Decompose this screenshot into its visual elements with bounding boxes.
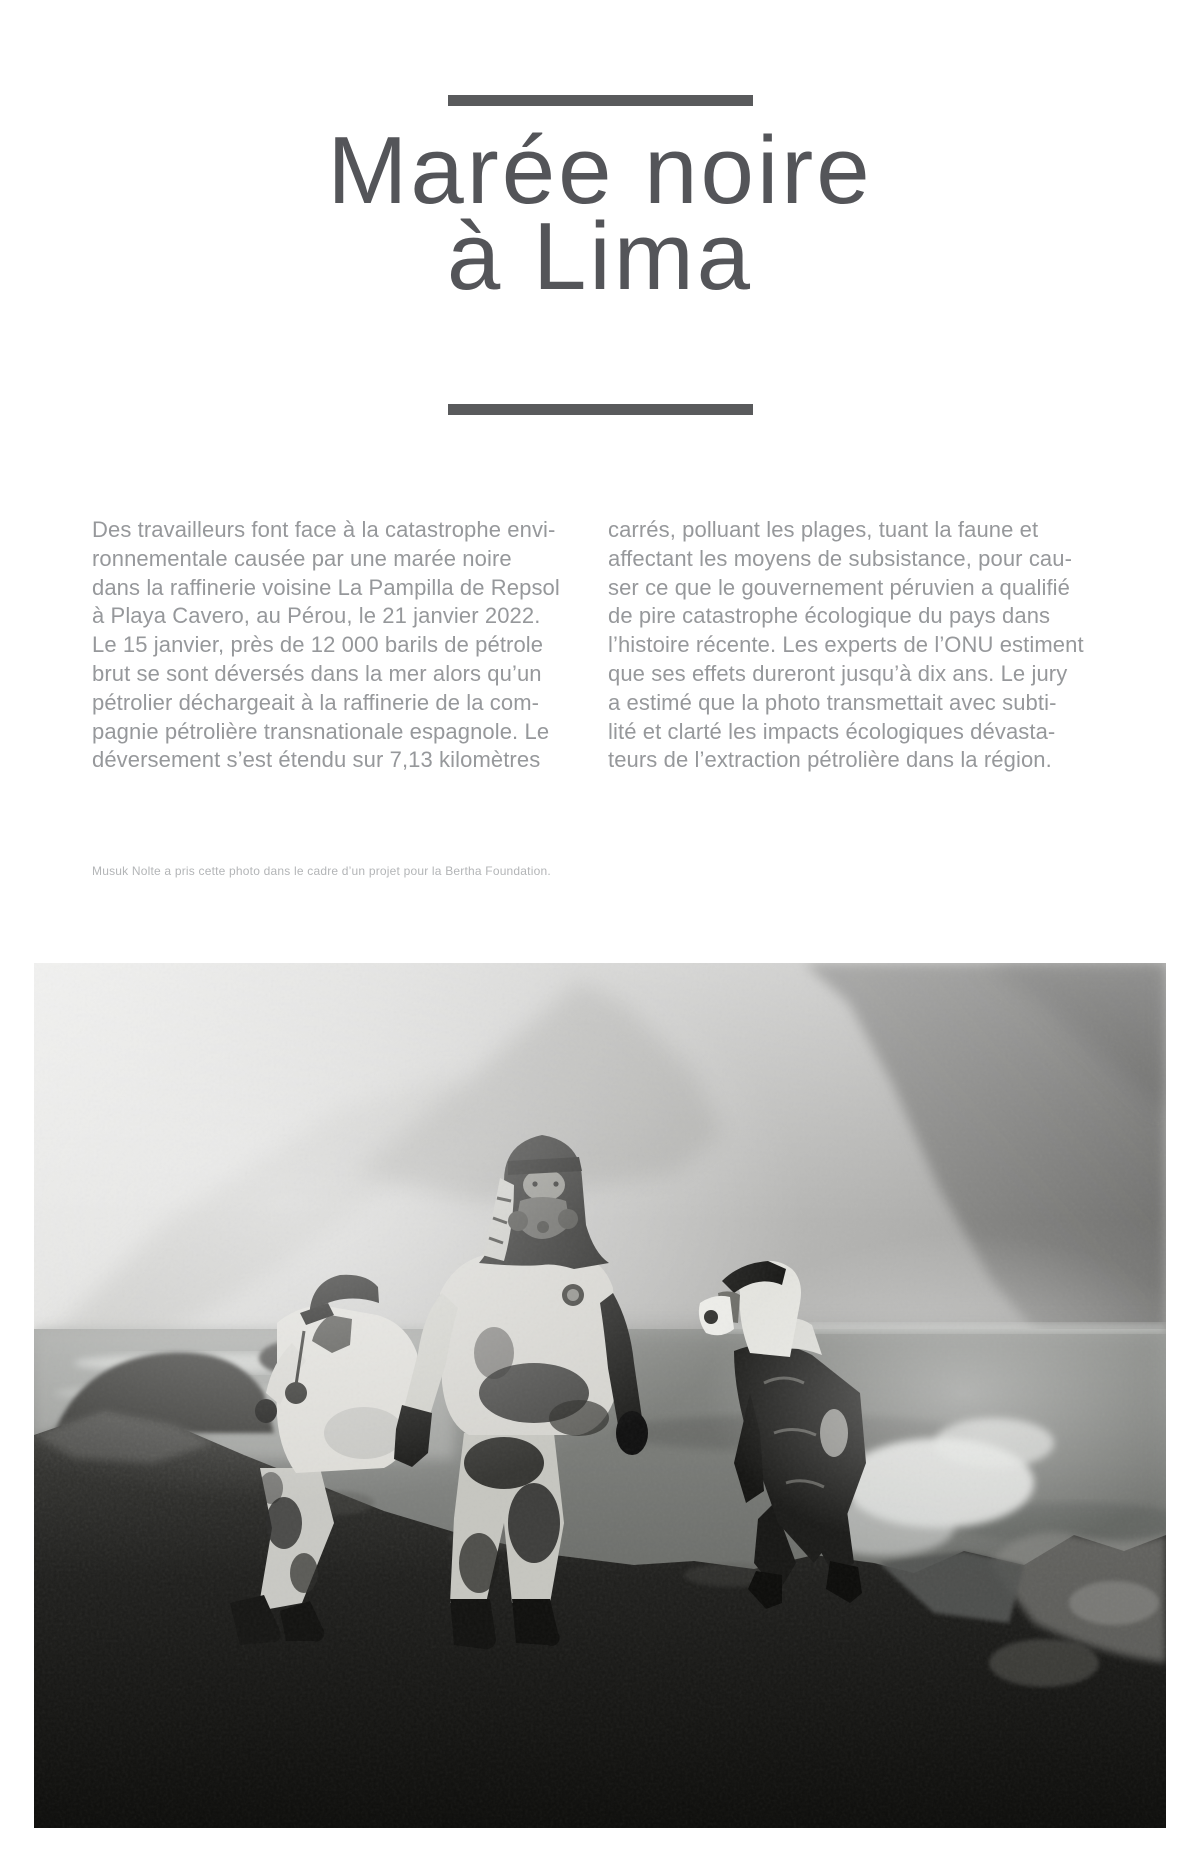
text-line: Des travailleurs font face à la catastrophe envi- (92, 517, 556, 542)
text-line: l’histoire récente. Les experts de l’ONU estiment (608, 632, 1084, 658)
article-column-right (608, 516, 1108, 775)
text-line: teurs de l’extraction pétrolière dans la région. (608, 747, 1052, 773)
text-line: déversement s’est étendu sur 7,13 kilomètres (92, 747, 541, 773)
text-line: dans la raffinerie voisine La Pampilla de Repsol (92, 574, 560, 600)
photo-credit: Musuk Nolte a pris cette photo dans le cadre d’un projet pour la Bertha Foundation. (92, 864, 551, 878)
text-line: ronnementale causée par une marée noire (92, 545, 512, 571)
text-line: lité et clarté les impacts écologiques dévasta- (608, 718, 1056, 744)
text-line: que ses effets dureront jusqu’à dix ans. Le jury (608, 660, 1068, 686)
article-photo (34, 963, 1166, 1828)
fog-overlay (34, 963, 1166, 1828)
title-rule-bottom (448, 404, 753, 415)
article-column-left (92, 516, 592, 775)
text-line: pétrolier déchargeait à la raffinerie de la com- (92, 689, 540, 715)
title-line-1: Marée noire (327, 117, 873, 224)
text-line: ser ce que le gouvernement péruvien a qualifié (608, 574, 1071, 600)
text-line: de pire catastrophe écologique du pays dans (608, 603, 1051, 629)
text-line: carrés, polluant les plages, tuant la faune et (608, 517, 1039, 542)
text-line: à Playa Cavero, au Pérou, le 21 janvier 2022. (92, 603, 541, 629)
title-line-2: à Lima (446, 203, 754, 310)
text-line: Le 15 janvier, près de 12 000 barils de pétrole (92, 632, 544, 658)
text-line: pagnie pétrolière transnationale espagnole. Le (92, 718, 550, 744)
text-line: brut se sont déversés dans la mer alors qu’un (92, 660, 542, 686)
title-rule-top (448, 95, 753, 106)
text-line: a estimé que la photo transmettait avec subti- (608, 689, 1057, 715)
text-line: affectant les moyens de subsistance, pour cau- (608, 545, 1073, 571)
page-title (0, 117, 1200, 310)
